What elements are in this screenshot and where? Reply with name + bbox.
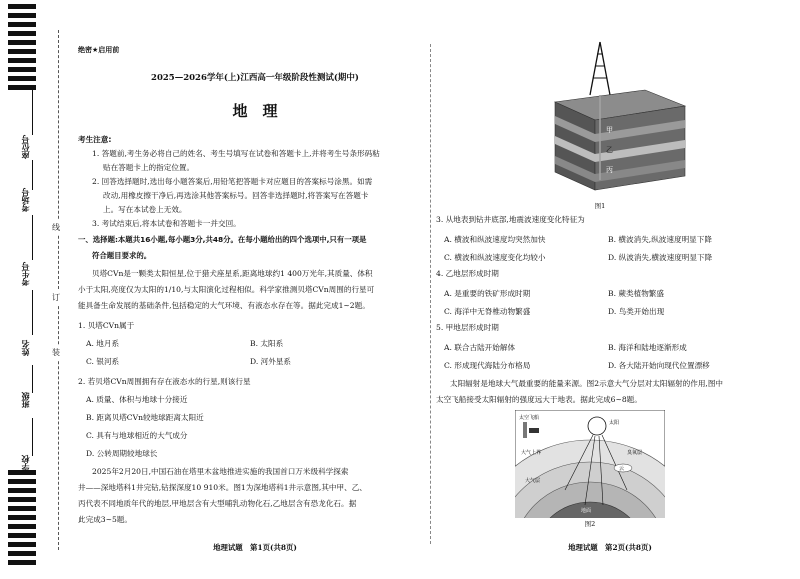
notice-line-6: 3. 考试结束后,将本试卷和答题卡一并交回。 (92, 219, 241, 228)
q4-option-d[interactable]: D. 鸟类开始出现 (608, 307, 665, 316)
fig2-label-ground: 地面 (581, 508, 592, 514)
q5-option-d[interactable]: D. 各大陆开始向现代位置漂移 (608, 361, 710, 370)
fig2-label-sun: 太阳 (609, 420, 620, 426)
q3-option-b[interactable]: B. 横波消失,纵波速度明显下降 (608, 235, 712, 244)
page2-footer: 地理试题 第2页(共8页) (568, 543, 652, 552)
q1-option-b[interactable]: B. 太阳系 (250, 339, 284, 348)
page1-footer: 地理试题 第1页(共8页) (213, 543, 297, 552)
notice-line-1: 1. 答题前,考生务必将自己的姓名、考生号填写在试卷和答题卡上,并将考生号条形码粘 (92, 149, 380, 158)
q5-option-c[interactable]: C. 形成现代海陆分布格局 (444, 361, 531, 370)
barcode-top (8, 4, 36, 94)
q1-option-a[interactable]: A. 地月系 (86, 339, 120, 348)
q2-option-a[interactable]: A. 质量、体积与地球十分接近 (86, 395, 188, 404)
fig2-label-upper-boundary: 大气上界 (521, 450, 542, 456)
passage2-line-1: 2025年2月20日,中国石油在塔里木盆地推进实施的我国首口万米级科学探索 (92, 467, 349, 476)
q3-option-c[interactable]: C. 横波和纵波速度变化均较小 (444, 253, 546, 262)
q3-option-a[interactable]: A. 横波和纵波速度均突然加快 (444, 235, 546, 244)
q2-stem: 2. 若贝塔CVn周围拥有存在液态水的行星,则该行星 (78, 377, 251, 386)
notice-line-5: 上。写在本试卷上无效。 (103, 205, 187, 214)
passage3-line-1: 太阳辐射是地球大气最重要的能量来源。图2示意大气分层对太阳辐射的作用,图中 (450, 379, 724, 388)
derrick-icon (590, 42, 610, 95)
fig2-label-spacecraft: 太空飞船 (519, 415, 540, 421)
figure1-caption: 图1 (594, 202, 606, 210)
field-seat-label: 座位号 (21, 135, 30, 159)
fig1-label-jia: 甲 (606, 126, 613, 134)
sun-icon (588, 417, 606, 435)
q4-stem: 4. 乙地层形成时期 (436, 269, 499, 278)
notice-line-3: 2. 回答选择题时,选出每小题答案后,用铅笔把答题卡对应题目的答案标号涂黑。如需 (92, 177, 373, 186)
notice-heading: 考生注意: (78, 135, 112, 144)
secret-mark: 绝密★启用前 (78, 46, 120, 54)
q1-option-c[interactable]: C. 银河系 (86, 357, 120, 366)
passage2-line-4: 此完成3~5题。 (78, 515, 132, 524)
q4-option-c[interactable]: C. 海洋中无脊椎动物繁盛 (444, 307, 531, 316)
q5-stem: 5. 甲地层形成时期 (436, 323, 499, 332)
fig2-label-cloud: 云 (619, 466, 625, 472)
q4-option-b[interactable]: B. 蕨类植物繁盛 (608, 289, 664, 298)
exam-title: 2025—2026学年(上)江西高一年级阶段性测试(期中) (151, 73, 359, 83)
binding-strip (0, 0, 70, 579)
q3-stem: 3. 从地表到钻井底部,地震波速度变化特征为 (436, 215, 585, 224)
cut-word-install: 装 (52, 345, 60, 360)
fig1-label-bing: 丙 (606, 166, 613, 174)
page-divider (430, 44, 431, 544)
q2-option-d[interactable]: D. 公转周期较地球长 (86, 449, 158, 458)
section1-line-1: 一、选择题:本题共16小题,每小题3分,共48分。在每小题给出的四个选项中,只有一项是 (78, 235, 367, 244)
field-id-label: 考生号 (21, 262, 30, 286)
notice-line-2: 贴在答题卡上的指定位置。 (103, 163, 195, 172)
field-name-label: 姓名 (21, 340, 30, 356)
passage1-line-2: 小于太阳,亮度仅为太阳的1/10,与太阳演化过程相似。科学家推测贝塔CVn周围的行星可 (78, 285, 375, 294)
passage1-line-3: 能具备生命发展的基础条件,包括稳定的大气环境、有液态水存在等。据此完成1~2题。 (78, 301, 370, 310)
q3-option-d[interactable]: D. 纵波消失,横波速度明显下降 (608, 253, 713, 262)
figure2-atmosphere-diagram (515, 410, 665, 518)
passage2-line-2: 井——深地塔科1井完钻,钻探深度10 910米。图1为深地塔科1井示意图,其中甲、乙、 (78, 483, 367, 492)
barcode-bottom (8, 470, 36, 569)
fig1-label-yi: 乙 (606, 146, 613, 154)
q1-option-d[interactable]: D. 河外星系 (250, 357, 292, 366)
subject-title: 地 理 (232, 102, 278, 120)
q1-stem: 1. 贝塔CVn属于 (78, 321, 135, 330)
field-school-label: 学校 (21, 455, 30, 471)
field-room-label: 考场号 (21, 188, 30, 212)
field-class-label: 班级 (21, 392, 30, 408)
section1-line-2: 符合题目要求的。 (92, 251, 152, 260)
passage3-line-2: 太空飞船接受太阳辐射的强度远大于地表。据此完成6~8题。 (436, 395, 642, 404)
q2-option-b[interactable]: B. 距离贝塔CVn较地球距离太阳近 (86, 413, 204, 422)
figure1-drilling-diagram (540, 40, 700, 195)
figure2-caption: 图2 (584, 520, 596, 528)
passage1-line-1: 贝塔CVn是一颗类太阳恒星,位于猎犬座星系,距离地球约1 400万光年,其质量、体积 (92, 269, 373, 278)
cut-word-line: 线 (52, 220, 60, 235)
notice-line-4: 改动,用橡皮擦干净后,再选涂其他答案标号。回答非选择题时,将答案写在答题卡 (103, 191, 369, 200)
q4-option-a[interactable]: A. 是重要的铁矿形成时期 (444, 289, 531, 298)
fig2-label-ozone: 臭氧层 (627, 450, 643, 456)
q5-option-b[interactable]: B. 海洋和陆地逐渐形成 (608, 343, 687, 352)
cut-word-bind: 订 (52, 290, 60, 305)
q5-option-a[interactable]: A. 联合古陆开始解体 (444, 343, 516, 352)
q2-option-c[interactable]: C. 具有与地球相近的大气成分 (86, 431, 188, 440)
passage2-line-3: 丙代表不同地质年代的地层,甲地层含有大型哺乳动物化石,乙地层含有恐龙化石。据 (78, 499, 357, 508)
fig2-label-atmosphere: 大气层 (525, 478, 541, 484)
